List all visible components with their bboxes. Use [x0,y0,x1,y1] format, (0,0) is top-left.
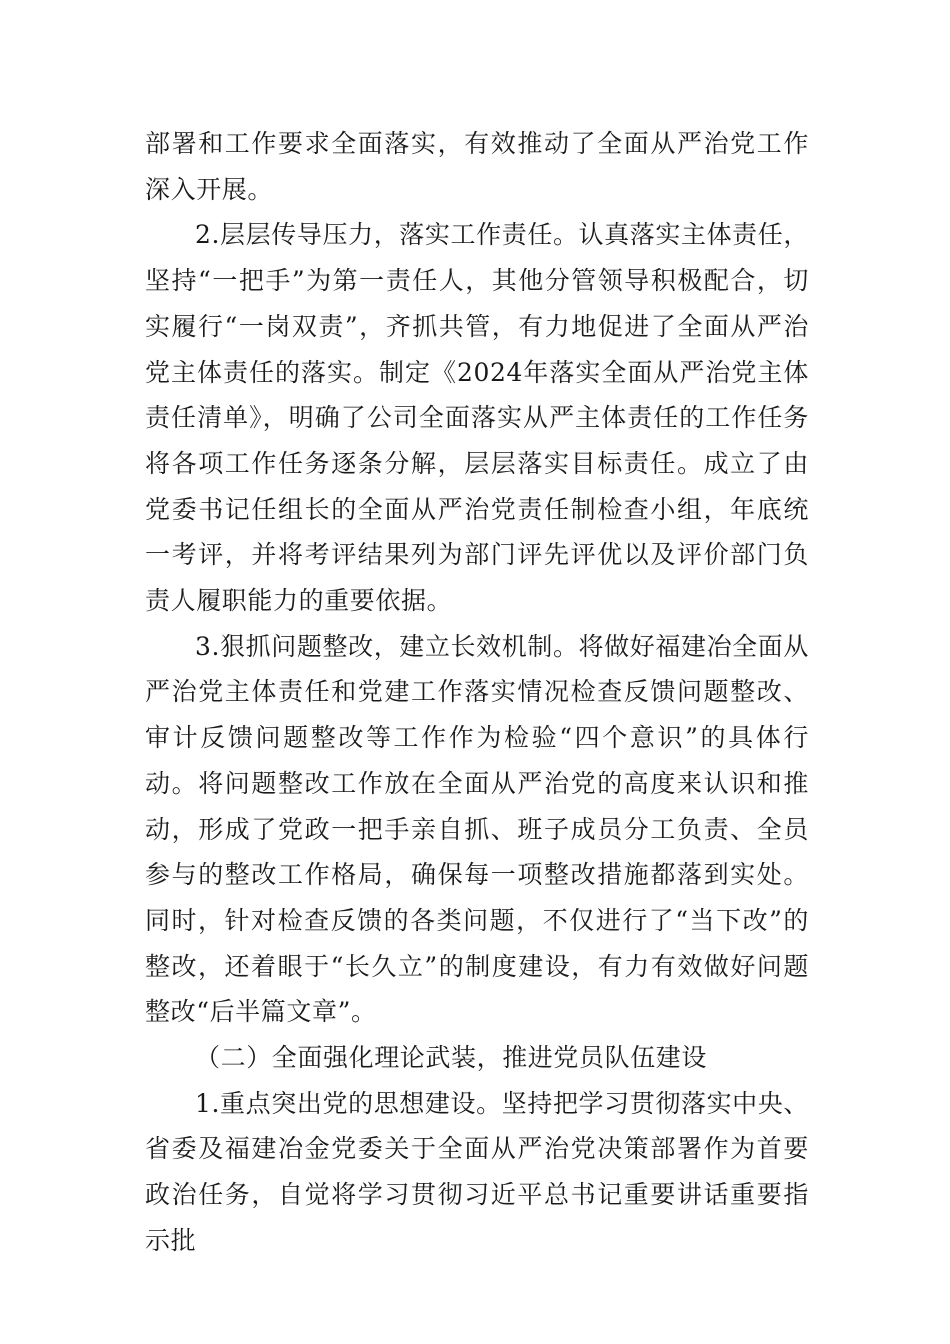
paragraph-responsibility: 2.层层传导压力，落实工作责任。认真落实主体责任，坚持“一把手”为第一责任人，其他分管领导积极配合，切实履行“一岗双责”，齐抓共管，有力地促进了全面从严治党主体责任的落实。制定《2024年落实全面从严治党主体责任清单》，明确了公司全面落实从严主体责任的工作任务将各项工作任务逐条分解，层层落实目标责任。成立了由党委书记任组长的全面从严治党责任制检查小组，年底统一考评，并将考评结果列为部门评先评优以及评价部门负责人履职能力的重要依据。 [145,220,809,616]
section-heading: （二）全面强化理论武装，推进党员队伍建设 [195,1043,708,1073]
paragraph-continuation: 部署和工作要求全面落实，有效推动了全面从严治党工作深入开展。 [145,129,809,204]
paragraph-rectification: 3.狠抓问题整改，建立长效机制。将做好福建冶全面从严治党主体责任和党建工作落实情况检查反馈问题整改、审计反馈问题整改等工作作为检验“四个意识”的具体行动。将问题整改工作放在全面从严治党的高度来认识和推动，形成了党政一把手亲自抓、班子成员分工负责、全员参与的整改工作格局，确保每一项整改措施都落到实处。同时，针对检查反馈的各类问题，不仅进行了“当下改”的整改，还着眼于“长久立”的制度建设，有力有效做好问题整改“后半篇文章”。 [145,631,809,1027]
paragraph-ideological-building: 1.重点突出党的思想建设。坚持把学习贯彻落实中央、省委及福建冶金党委关于全面从严治党决策部署作为首要政治任务，自觉将学习贯彻习近平总书记重要讲话重要指示批 [145,1088,809,1255]
document-body [145,121,809,1264]
